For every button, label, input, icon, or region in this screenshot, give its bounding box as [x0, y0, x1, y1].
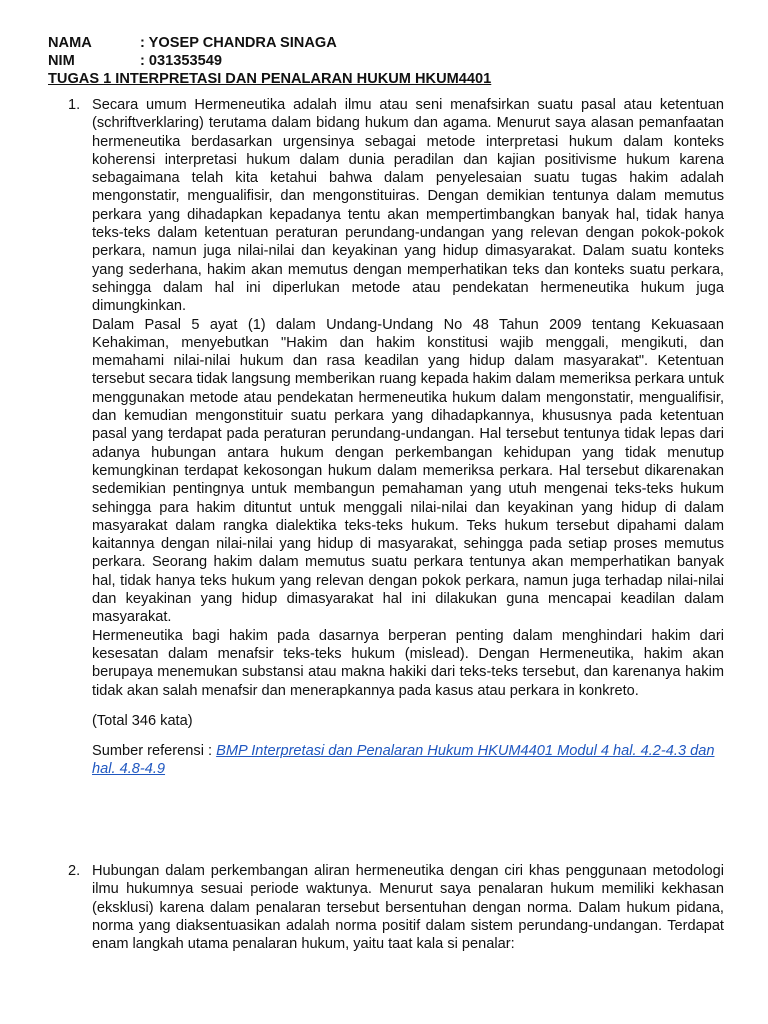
reference-link[interactable]: BMP Interpretasi dan Penalaran Hukum HKUM4401 Modul 4 hal. 4.2-4.3 dan hal. 4.8-4.9: [92, 743, 715, 778]
paragraph: Secara umum Hermeneutika adalah ilmu atau seni menafsirkan suatu pasal atau ketentuan (schriftverklaring) terutama dalam bidang hukum dan agama. Menurut saya alasan pemanfaatan hermeneutika berdasarkan urgensinya sebagai metode interpretasi hukum dalam konteks koherensi interpretasi hukum dalam dunia peradilan dan kajian positivisme hukum karena sebagaimana telah kita ketahui bahwa dalam penyelesaian suatu tugas hakim adalah mengonstatir, mengualifisir, dan mengonstituiras. Dengan demikian tentunya dalam memutus perkara yang dihadapkan kepadanya tentu akan mempertimbangkan banyak hal, tidak hanya teks-teks dalam ketentuan peraturan perundang-undangan yang relevan dengan pokok-pokok perkara, namun juga nilai-nilai dan keyakinan yang hidup dimasyarakat. Dalam suatu konteks yang sederhana, hakim akan memutus dengan memperhatikan teks dan konteks suatu perkara, sehingga dalam hal ini diperlukan metode atau pendekatan hermeneutika hukum juga dimungkinkan.: [92, 97, 724, 315]
reference: [92, 742, 724, 779]
paragraph: Hubungan dalam perkembangan aliran hermeneutika dengan ciri khas penggunaan metodologi ilmu hukumnya sesuai periode waktunya. Menurut saya penalaran hukum memiliki kekhasan (eksklusi) karena dalam penalaran tersebut bersentuhan dengan norma. Dalam hukum pidana, norma yang diaksentuasikan adalah norma positif dalam sistem perundang-undangan. Terdapat enam langkah utama penalaran hukum, yaitu taat kala si penalar:: [92, 863, 724, 953]
nim-row: [48, 52, 491, 70]
name-value: : YOSEP CHANDRA SINAGA: [140, 35, 337, 51]
question-1: [68, 96, 724, 779]
word-count: (Total 346 kata): [92, 712, 193, 729]
document-header: [48, 34, 491, 88]
question-2: [68, 862, 724, 953]
item-number: 1.: [68, 97, 81, 113]
paragraph: Hermeneutika bagi hakim pada dasarnya berperan penting dalam menghindari hakim dari kesesatan dalam menafsir teks-teks hukum (mislead). Dengan Hermeneutika, hakim akan berupaya menemukan substansi atau makna hakiki dari teks-teks tersebut, dan karenanya hakim tidak akan salah menafsir dan menerapkannya pada kasus atau perkara in konkreto.: [92, 627, 724, 699]
name-label: NAMA: [48, 35, 92, 51]
answer-body: [92, 96, 724, 779]
nim-label: NIM: [48, 53, 75, 69]
item-number: 2.: [68, 863, 81, 879]
document-title: TUGAS 1 INTERPRETASI DAN PENALARAN HUKUM HKUM4401: [48, 71, 492, 87]
reference-label: Sumber referensi :: [92, 743, 217, 760]
name-row: [48, 34, 491, 52]
answer-body: [92, 862, 724, 953]
paragraph: Dalam Pasal 5 ayat (1) dalam Undang-Undang No 48 Tahun 2009 tentang Kekuasaan Kehakiman, menyebutkan "Hakim dan hakim konstitusi wajib menggali, mengikuti, dan memahami nilai-nilai hukum dan rasa keadilan yang hidup dalam masyarakat". Ketentuan tersebut secara tidak langsung memberikan ruang kepada hakim dalam memeriksa perkara untuk menggunakan metode atau pendekatan hermeneutika hukum dalam mengonstatir, mengualifisir, dan kemudian mengonstituir suatu perkara yang dihadapkannya, khususnya pada ketentuan pasal yang terdapat pada peraturan perundang-undangan. Hal tersebut tentunya tidak lepas dari adanya hubungan antara hukum dengan perkembangan kehidupan yang tidak menutup kemungkinan terdapat kekosongan hukum dalam memeriksa perkara. Hal tersebut dikarenakan sedemikian pentingnya untuk membangun pemahaman yang utuh mengenai teks-teks hukum sehingga para hakim dituntut untuk menggali nilai-nilai dan keyakinan yang hidup di dalam masyarakat dalam rangka dialektika teks-teks hukum. Teks hukum tersebut dipahami dalam kaitannya dengan nilai-nilai yang hidup di masyarakat, sehingga pada setiap proses memutus perkara. Seorang hakim dalam memutus suatu perkara tentunya akan memperhatikan banyak hal, tidak hanya teks hukum yang relevan dengan pokok perkara, namun juga terhadap nilai-nilai dan keyakinan yang hidup dimasyarakat hal ini dilakukan guna mencapai keadilan dalam masyarakat.: [92, 316, 724, 626]
nim-value: : 031353549: [140, 53, 222, 69]
